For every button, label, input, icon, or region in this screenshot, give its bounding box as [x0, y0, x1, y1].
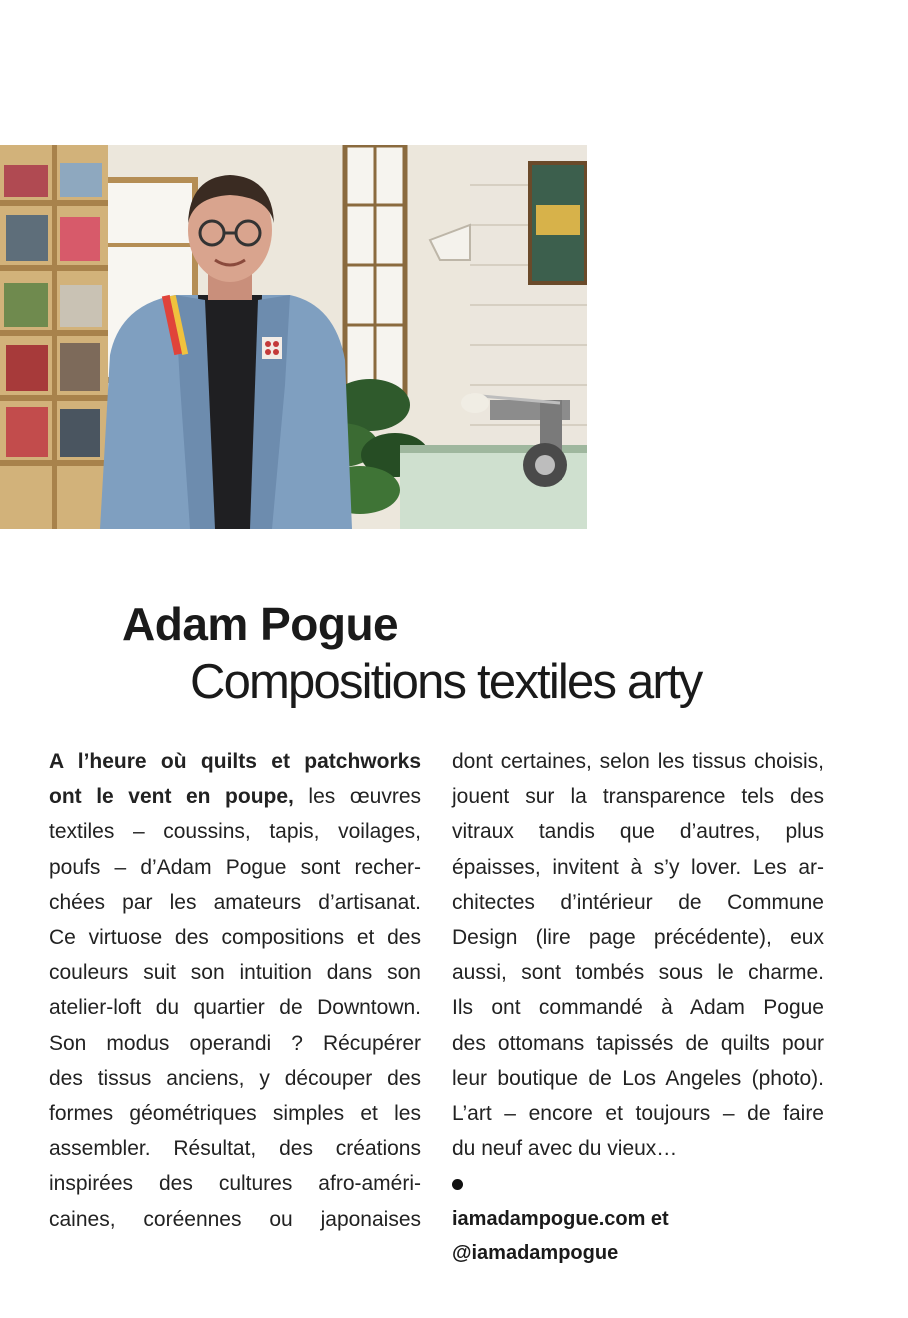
- text-fragment: les œuvres: [293, 785, 421, 809]
- text-line: formes géométriques simples et les: [49, 1102, 421, 1126]
- text-line: caines, coréennes ou japonaises: [49, 1207, 421, 1231]
- text-line: Ils ont commandé à Adam Pogue: [452, 996, 824, 1020]
- text-line: textiles – coussins, tapis, voilages,: [49, 820, 421, 844]
- text-line: assembler. Résultat, des créations: [49, 1137, 421, 1161]
- text-line: aussi, sont tombés sous le charme.: [452, 961, 824, 985]
- article-subtitle: Compositions textiles arty: [190, 655, 702, 709]
- article-name: Adam Pogue: [122, 598, 399, 650]
- contact-links: [452, 1168, 669, 1270]
- text-line: des tissus anciens, y découper des: [49, 1066, 421, 1090]
- text-line: Ce virtuose des compositions et des: [49, 926, 421, 950]
- text-line: poufs – d’Adam Pogue sont recher-: [49, 855, 421, 879]
- website-link[interactable]: iamadampogue.com et: [452, 1208, 669, 1230]
- text-line: jouent sur la transparence tels des: [452, 785, 824, 809]
- studio-illustration: [0, 145, 587, 529]
- bullet-icon: [452, 1179, 463, 1190]
- website-line: [452, 1168, 669, 1236]
- text-line: L’art – encore et toujours – de faire: [452, 1102, 824, 1126]
- text-line: leur boutique de Los Angeles (photo).: [452, 1066, 824, 1090]
- text-line: couleurs suit son intuition dans son: [49, 961, 421, 985]
- text-line: [49, 779, 421, 814]
- text-line: dont certaines, selon les tissus choisis,: [452, 750, 824, 773]
- lead-line: ont le vent en poupe,: [49, 785, 294, 809]
- text-line: des ottomans tapissés de quilts pour: [452, 1031, 824, 1055]
- portrait-photo: [0, 145, 587, 529]
- text-line: Design (lire page précédente), eux: [452, 926, 824, 950]
- text-line: Son modus operandi ? Récupérer: [49, 1031, 421, 1055]
- body-column-left: [49, 744, 421, 1237]
- text-line: du neuf avec du vieux…: [452, 1137, 678, 1161]
- lead-line: A l’heure où quilts et patchworks: [49, 750, 421, 773]
- text-line: chées par les amateurs d’artisanat.: [49, 890, 421, 914]
- body-column-right: [452, 744, 824, 1166]
- text-line: inspirées des cultures afro-améri-: [49, 1172, 421, 1196]
- instagram-handle[interactable]: @iamadampogue: [452, 1242, 619, 1264]
- text-line: chitectes d’intérieur de Commune: [452, 890, 824, 914]
- text-line: atelier-loft du quartier de Downtown.: [49, 996, 421, 1020]
- text-line: vitraux tandis que d’autres, plus: [452, 820, 824, 844]
- text-line: épaisses, invitent à s’y lover. Les ar-: [452, 855, 824, 879]
